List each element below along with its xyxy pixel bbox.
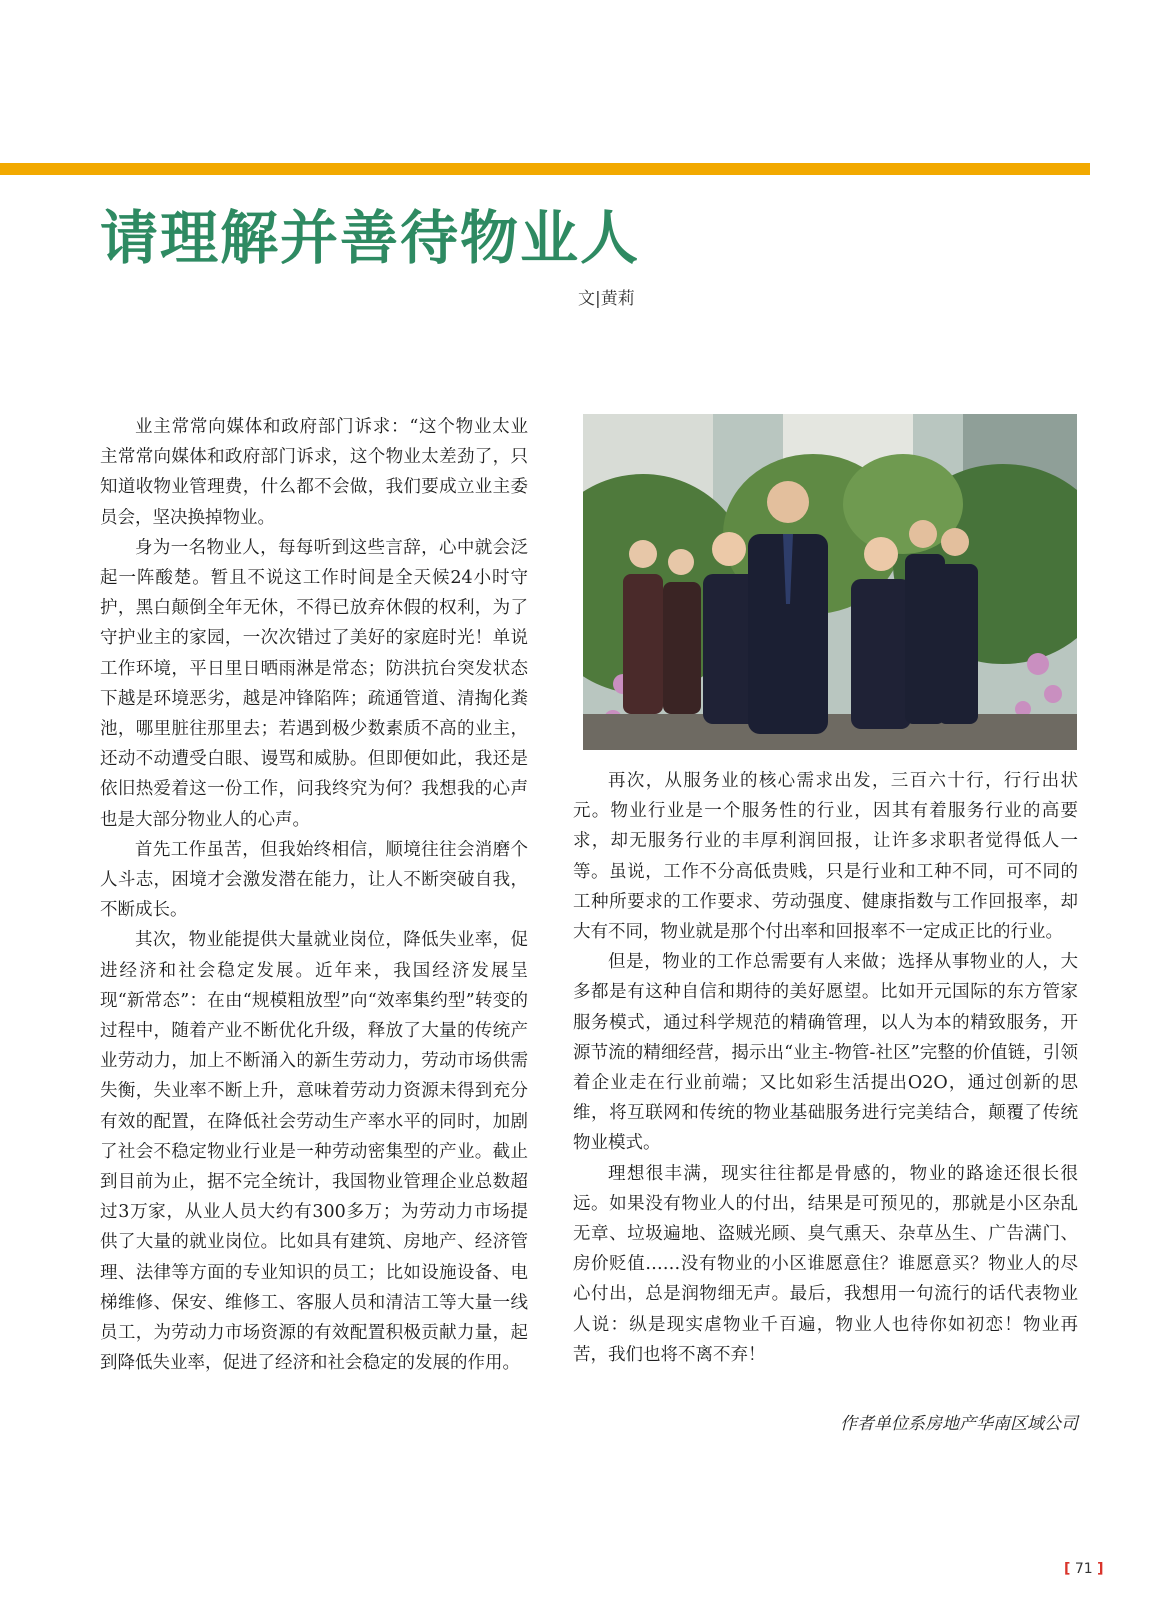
left-column — [100, 412, 528, 1379]
paragraph: 业主常常向媒体和政府部门诉求：“这个物业太业主常常向媒体和政府部门诉求，这个物业太差劲了，只知道收物业管理费，什么都不会做，我们要成立业主委员会，坚决换掉物业。 — [100, 417, 528, 528]
right-column — [573, 766, 1078, 1370]
top-accent-rule — [0, 163, 1090, 175]
staff-group-photo — [583, 414, 1077, 750]
page-number-value: 71 — [1074, 1561, 1093, 1577]
article-byline: 文|黄莉 — [578, 289, 635, 309]
paragraph: 再次，从服务业的核心需求出发，三百六十行，行行出状元。物业行业是一个服务性的行业，因其有着服务行业的高要求，却无服务行业的丰厚利润回报，让许多求职者觉得低人一等。虽说，工作不分高低贵贱，只是行业和工种不同，可不同的工种所要求的工作要求、劳动强度、健康指数与工作回报率，却大有不同，物业就是那个付出率和回报率不一定成正比的行业。 — [573, 771, 1078, 943]
page-bracket-left: [ — [1064, 1561, 1071, 1577]
page-number — [1064, 1561, 1104, 1577]
paragraph: 身为一名物业人，每每听到这些言辞，心中就会泛起一阵酸楚。暂且不说这工作时间是全天候24小时守护，黑白颠倒全年无休，不得已放弃休假的权利，为了守护业主的家园，一次次错过了美好的家庭时光！单说工作环境，平日里日晒雨淋是常态；防洪抗台突发状态下越是环境恶劣，越是冲锋陷阵；疏通管道、清掏化粪池，哪里脏往那里去；若遇到极少数素质不高的业主，还动不动遭受白眼、谩骂和威胁。但即便如此，我还是依旧热爱着这一份工作，问我终究为何？我想我的心声也是大部分物业人的心声。 — [100, 537, 528, 830]
paragraph: 其次，物业能提供大量就业岗位，降低失业率，促进经济和社会稳定发展。近年来，我国经济发展呈现“新常态”：在由“规模粗放型”向“效率集约型”转变的过程中，随着产业不断优化升级，释放了大量的传统产业劳动力，加上不断涌入的新生劳动力，劳动市场供需失衡，失业率不断上升，意味着劳动力资源未得到充分有效的配置，在降低社会劳动生产率水平的同时，加剧了社会不稳定物业行业是一种劳动密集型的产业。截止到目前为止，据不完全统计，我国物业管理企业总数超过3万家，从业人员大约有300多万；为劳动力市场提供了大量的就业岗位。比如具有建筑、房地产、经济管理、法律等方面的专业知识的员工；比如设施设备、电梯维修、保安、维修工、客服人员和清洁工等大量一线员工，为劳动力市场资源的有效配置积极贡献力量，起到降低失业率，促进了经济和社会稳定的发展的作用。 — [100, 930, 528, 1374]
photo-illustration — [583, 414, 1077, 750]
author-affiliation: 作者单位系房地产华南区域公司 — [840, 1414, 1078, 1434]
paragraph: 理想很丰满，现实往往都是骨感的，物业的路途还很长很远。如果没有物业人的付出，结果是可预见的，那就是小区杂乱无章、垃圾遍地、盗贼光顾、臭气熏天、杂草丛生、广告满门、房价贬值……没有物业的小区谁愿意住？谁愿意买？物业人的尽心付出，总是润物细无声。最后，我想用一句流行的话代表物业人说：纵是现实虐物业千百遍，物业人也待你如初恋！物业再苦，我们也将不离不弃！ — [573, 1163, 1078, 1365]
article-title: 请理解并善待物业人 — [100, 204, 641, 272]
paragraph: 首先工作虽苦，但我始终相信，顺境往往会消磨个人斗志，困境才会激发潜在能力，让人不断突破自我，不断成长。 — [100, 839, 528, 921]
page-bracket-right: ] — [1097, 1561, 1104, 1577]
paragraph: 但是，物业的工作总需要有人来做；选择从事物业的人，大多都是有这种自信和期待的美好愿望。比如开元国际的东方管家服务模式，通过科学规范的精确管理，以人为本的精致服务，开源节流的精细经营，揭示出“业主-物管-社区”完整的价值链，引领着企业走在行业前端；又比如彩生活提出O2O，通过创新的思维，将互联网和传统的物业基础服务进行完美结合，颠覆了传统物业模式。 — [573, 952, 1078, 1154]
